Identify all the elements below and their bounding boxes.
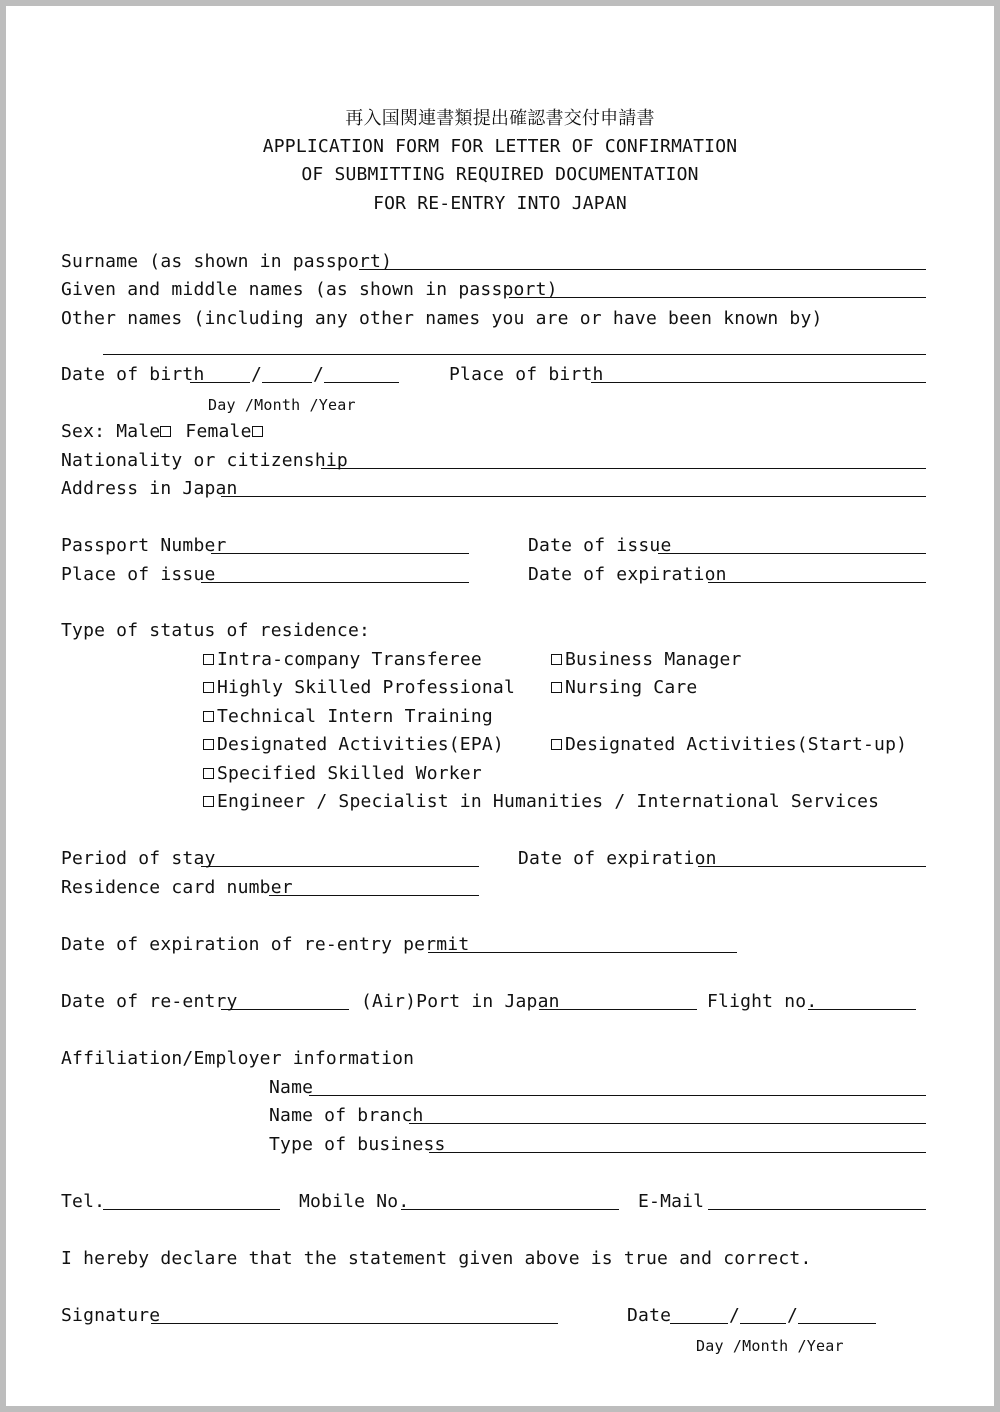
checkbox[interactable]: [203, 768, 214, 779]
employer-name-label: Name: [269, 1077, 314, 1098]
date-format-hint: Day /Month /Year: [696, 1337, 844, 1355]
female-checkbox[interactable]: [252, 426, 263, 437]
period-of-stay-field[interactable]: [201, 866, 479, 867]
dob-separator: /: [313, 364, 324, 385]
option-label: Highly Skilled Professional: [217, 677, 515, 698]
title-line-3: FOR RE-ENTRY INTO JAPAN: [373, 193, 627, 214]
dob-year-field[interactable]: [324, 382, 399, 383]
issue-date-field[interactable]: [658, 553, 926, 554]
signature-field[interactable]: [151, 1323, 558, 1324]
mobile-field[interactable]: [401, 1209, 619, 1210]
tel-label: Tel.: [61, 1191, 106, 1212]
date-year-field[interactable]: [798, 1323, 876, 1324]
passport-number-label: Passport Number: [61, 535, 227, 556]
surname-field[interactable]: [359, 269, 926, 270]
option-label: Business Manager: [565, 649, 742, 670]
email-label: E-Mail: [638, 1191, 705, 1212]
option-label: Designated Activities(Start-up): [565, 734, 908, 755]
checkbox[interactable]: [203, 682, 214, 693]
flight-field[interactable]: [808, 1009, 916, 1010]
title-line-1: APPLICATION FORM FOR LETTER OF CONFIRMATION: [262, 136, 738, 157]
option-label: Technical Intern Training: [217, 706, 493, 727]
business-type-field[interactable]: [429, 1152, 926, 1153]
reentry-date-field[interactable]: [221, 1009, 349, 1010]
pob-label: Place of birth: [449, 364, 604, 385]
status-option-business[interactable]: [551, 649, 742, 671]
option-label: Specified Skilled Worker: [217, 763, 482, 784]
employer-name-field[interactable]: [309, 1095, 926, 1096]
date-label: Date: [627, 1305, 672, 1326]
address-label: Address in Japan: [61, 478, 238, 499]
tel-field[interactable]: [103, 1209, 280, 1210]
branch-label: Name of branch: [269, 1105, 424, 1126]
dob-month-field[interactable]: [262, 382, 312, 383]
period-of-stay-label: Period of stay: [61, 848, 216, 869]
checkbox[interactable]: [203, 711, 214, 722]
given-names-field[interactable]: [509, 297, 926, 298]
stay-expiration-label: Date of expiration: [518, 848, 717, 869]
title-japanese: 再入国関連書類提出確認書交付申請書: [345, 108, 655, 129]
address-field[interactable]: [221, 496, 926, 497]
reentry-expiration-label: Date of expiration of re-entry permit: [61, 934, 470, 955]
given-names-label: Given and middle names (as shown in passport): [61, 279, 558, 300]
email-field[interactable]: [708, 1209, 926, 1210]
dob-label: Date of birth: [61, 364, 205, 385]
nationality-label: Nationality or citizenship: [61, 450, 348, 471]
status-option-engineer[interactable]: [203, 791, 879, 813]
residence-card-field[interactable]: [269, 895, 479, 896]
date-separator: /: [787, 1305, 798, 1326]
checkbox[interactable]: [551, 682, 562, 693]
option-label: Nursing Care: [565, 677, 698, 698]
dob-day-field[interactable]: [190, 382, 250, 383]
sex-label: Sex:: [61, 421, 106, 442]
status-option-epa[interactable]: [203, 734, 504, 756]
reentry-date-label: Date of re-entry: [61, 991, 238, 1012]
stay-expiration-field[interactable]: [698, 866, 926, 867]
other-names-field[interactable]: [103, 354, 926, 355]
branch-field[interactable]: [409, 1123, 926, 1124]
passport-expiration-field[interactable]: [708, 582, 926, 583]
option-label: Designated Activities(EPA): [217, 734, 504, 755]
status-option-highly-skilled[interactable]: [203, 677, 515, 699]
port-field[interactable]: [539, 1009, 697, 1010]
option-label: Engineer / Specialist in Humanities / International Services: [217, 791, 880, 812]
passport-number-field[interactable]: [211, 553, 469, 554]
date-separator: /: [729, 1305, 740, 1326]
business-type-label: Type of business: [269, 1134, 446, 1155]
other-names-label: Other names (including any other names you are or have been known by): [61, 308, 823, 329]
passport-expiration-label: Date of expiration: [528, 564, 727, 585]
status-option-specified[interactable]: [203, 763, 482, 785]
male-label: Male: [116, 421, 161, 442]
nationality-field[interactable]: [321, 468, 926, 469]
issue-date-label: Date of issue: [528, 535, 672, 556]
checkbox[interactable]: [551, 739, 562, 750]
issue-place-label: Place of issue: [61, 564, 216, 585]
date-day-field[interactable]: [670, 1323, 728, 1324]
signature-label: Signature: [61, 1305, 161, 1326]
surname-label: Surname (as shown in passport): [61, 251, 393, 272]
date-month-field[interactable]: [740, 1323, 786, 1324]
checkbox[interactable]: [203, 796, 214, 807]
status-option-nursing[interactable]: [551, 677, 697, 699]
reentry-expiration-field[interactable]: [428, 952, 737, 953]
sex-row: [61, 421, 266, 443]
title-line-2: OF SUBMITTING REQUIRED DOCUMENTATION: [301, 164, 699, 185]
residence-card-label: Residence card number: [61, 877, 293, 898]
checkbox[interactable]: [203, 654, 214, 665]
status-option-technical[interactable]: [203, 706, 493, 728]
status-option-startup[interactable]: [551, 734, 907, 756]
port-label: (Air)Port in Japan: [361, 991, 560, 1012]
dob-separator: /: [251, 364, 262, 385]
dob-format-hint: Day /Month /Year: [208, 396, 356, 414]
female-label: Female: [185, 421, 252, 442]
status-heading: Type of status of residence:: [61, 620, 371, 641]
option-label: Intra-company Transferee: [217, 649, 482, 670]
declaration-text: I hereby declare that the statement given above is true and correct.: [61, 1248, 812, 1269]
employer-heading: Affiliation/Employer information: [61, 1048, 415, 1069]
form-page: [6, 6, 994, 1406]
issue-place-field[interactable]: [201, 582, 469, 583]
flight-label: Flight no.: [707, 991, 818, 1012]
checkbox[interactable]: [551, 654, 562, 665]
status-option-intra[interactable]: [203, 649, 482, 671]
male-checkbox[interactable]: [160, 426, 171, 437]
checkbox[interactable]: [203, 739, 214, 750]
pob-field[interactable]: [591, 382, 926, 383]
mobile-label: Mobile No.: [299, 1191, 410, 1212]
